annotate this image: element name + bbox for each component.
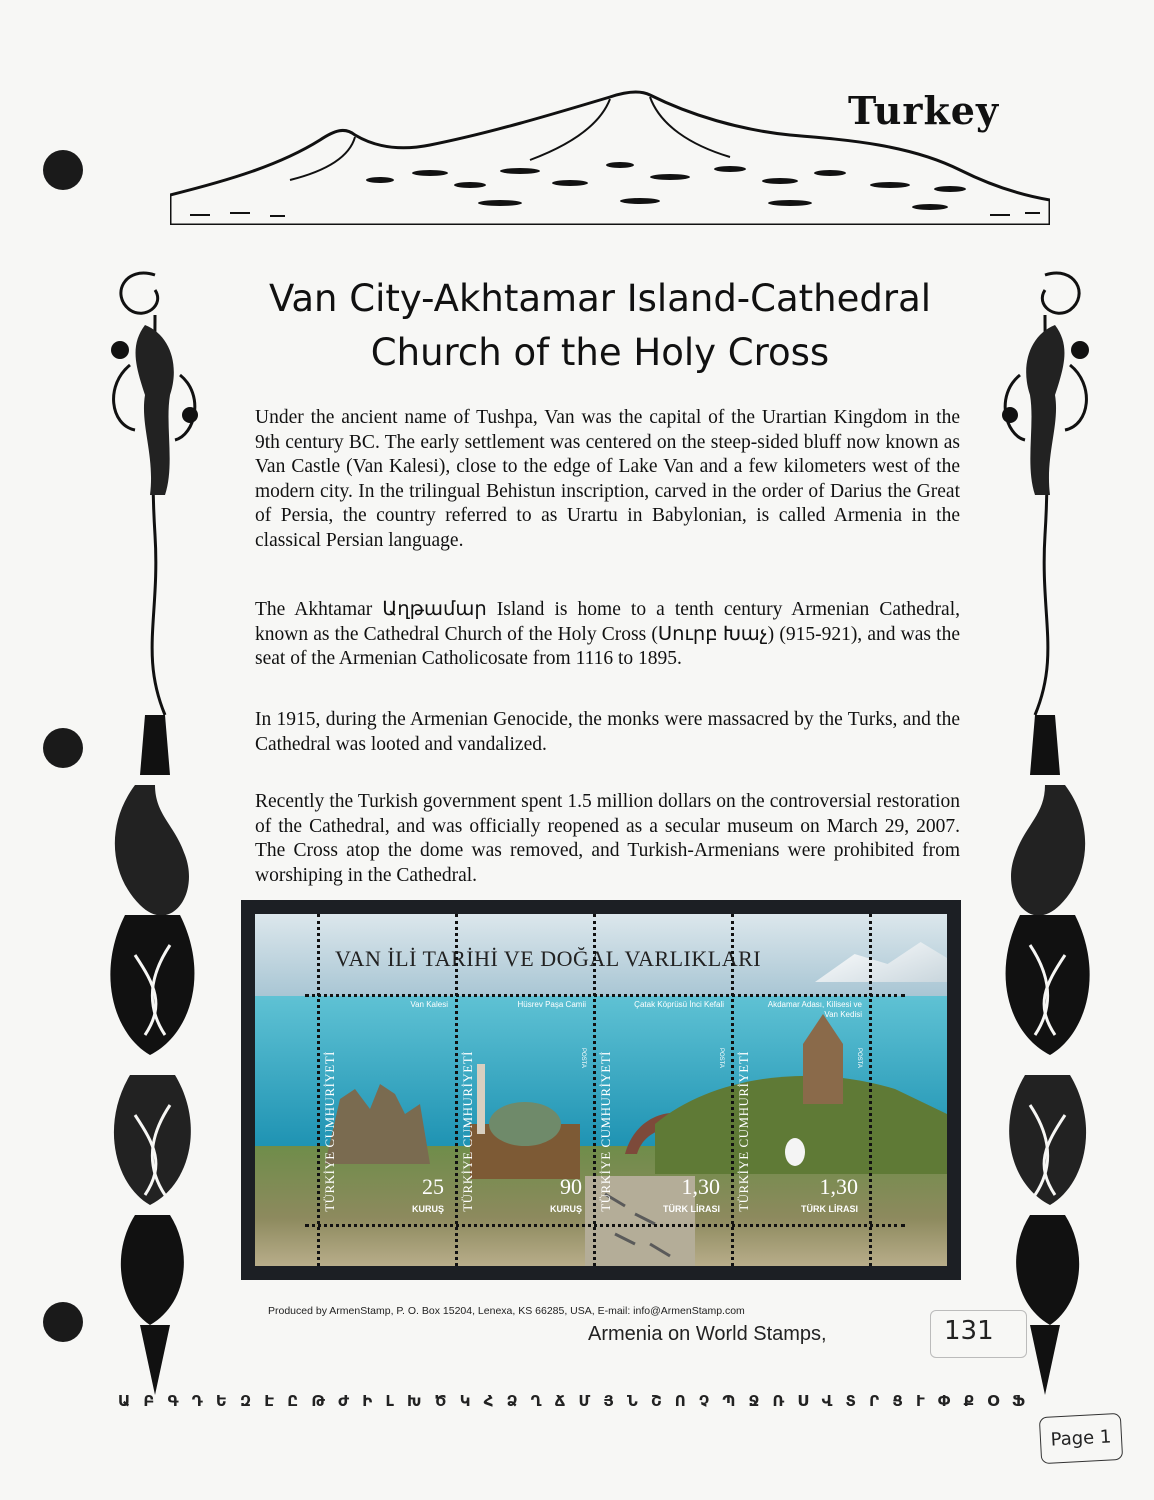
stamp-unit: TÜRK LİRASI bbox=[801, 1204, 858, 1214]
stamp-posta: POSTA bbox=[856, 1048, 862, 1068]
country-heading: Turkey bbox=[848, 88, 1000, 133]
binder-hole-middle bbox=[43, 728, 83, 768]
binder-hole-top bbox=[43, 150, 83, 190]
stamp-caption: Akdamar Adası, Kilisesi ve Van Kedisi bbox=[767, 1000, 862, 1019]
stamp-akdamar-adasi bbox=[734, 996, 866, 1222]
stamp-unit: TÜRK LİRASI bbox=[663, 1204, 720, 1214]
stamp-country: TÜRKİYE CUMHURİYETİ bbox=[598, 1051, 613, 1212]
stamp-husrev-pasa-camii bbox=[458, 996, 590, 1222]
paragraph-restoration: Recently the Turkish government spent 1.5 million dollars on the controversial restoration of the Cathedral, and was officially reopened as a secular museum on March 29, 2007. The Cross atop the dome was removed, and Turkish-Armenians were prohibited from worshiping in the Cathedral. bbox=[255, 791, 960, 886]
stamp-posta: POSTA bbox=[718, 1048, 724, 1068]
stamp-caption: Hüsrev Paşa Camii bbox=[517, 1000, 586, 1009]
perforation-bottom bbox=[305, 1224, 905, 1227]
page-title bbox=[200, 272, 1000, 380]
souvenir-sheet-scene bbox=[255, 914, 947, 1266]
armenian-alphabet-border: Ա Բ Գ Դ Ե Զ Է Ը Թ Ժ Ի Լ Խ Ծ Կ Հ Ձ Ղ Ճ Մ Յ Ն Շ Ո Չ Պ Ջ Ռ Ս Վ Տ Ր Ց Ւ Փ Ք Օ Ֆ bbox=[118, 1392, 1029, 1410]
paragraph-genocide: In 1915, during the Armenian Genocide, the monks were massacred by the Turks, and the Cathedral was looted and vandalized. bbox=[255, 709, 960, 755]
page-number: 131 bbox=[944, 1316, 994, 1346]
stamp-value: 25 bbox=[422, 1174, 444, 1199]
stamp-country: TÜRKİYE CUMHURİYETİ bbox=[736, 1051, 751, 1212]
handwritten-page-note: Page 1 bbox=[1039, 1413, 1123, 1464]
souvenir-sheet bbox=[241, 900, 961, 1280]
stamp-value: 1,30 bbox=[819, 1174, 858, 1199]
stamp-caption: Van Kalesi bbox=[410, 1000, 448, 1009]
page-title-line-2: Church of the Holy Cross bbox=[370, 331, 830, 374]
stamp-country: TÜRKİYE CUMHURİYETİ bbox=[460, 1051, 475, 1212]
paragraph-history: Under the ancient name of Tushpa, Van was the capital of the Urartian Kingdom in the 9th century BC. The early settlement was centered on the steep-sided bluff now known as Van Castle (Van Kalesi), close to the edge of Lake Van and a few kilometers west of the modern city. In the trilingual Behistun inscription, carved in the order of Darius the Great of Persia, the country referred to as Urartu in Babylonian, is called Armenia in the classical Persian language. bbox=[255, 407, 960, 551]
stamp-van-kalesi bbox=[320, 996, 452, 1222]
stamp-posta: POSTA bbox=[580, 1048, 586, 1068]
left-ornament-border bbox=[95, 255, 215, 1395]
producer-credit: Produced by ArmenStamp, P. O. Box 15204, Lenexa, KS 66285, USA, E-mail: info@ArmenStamp.com bbox=[268, 1305, 745, 1317]
stamp-unit: KURUŞ bbox=[411, 1204, 444, 1214]
binder-hole-bottom bbox=[43, 1302, 83, 1342]
stamp-unit: KURUŞ bbox=[549, 1204, 582, 1214]
stamp-caption: Çatak Köprüsü İnci Kefali bbox=[634, 1000, 724, 1009]
right-ornament-border bbox=[985, 255, 1105, 1395]
page-title-line-1: Van City-Akhtamar Island-Cathedral bbox=[268, 277, 932, 320]
perforation-5 bbox=[869, 914, 872, 1266]
stamp-catak-koprusu bbox=[596, 996, 728, 1222]
stamp-country: TÜRKİYE CUMHURİYETİ bbox=[322, 1051, 337, 1212]
stamp-value: 90 bbox=[560, 1174, 582, 1199]
stamp-value: 1,30 bbox=[681, 1174, 720, 1199]
series-title: Armenia on World Stamps, bbox=[588, 1323, 827, 1345]
paragraph-akhtamar: The Akhtamar Աղթամար Island is home to a tenth century Armenian Cathedral, known as the Cathedral Church of the Holy Cross (Սուրբ Խաչ) (915-921), and was the seat of the Armenian Catholicosate from 1116 to 1895. bbox=[255, 599, 960, 669]
sheet-title: VAN İLİ TARİHİ VE DOĞAL VARLIKLARI bbox=[335, 946, 762, 971]
